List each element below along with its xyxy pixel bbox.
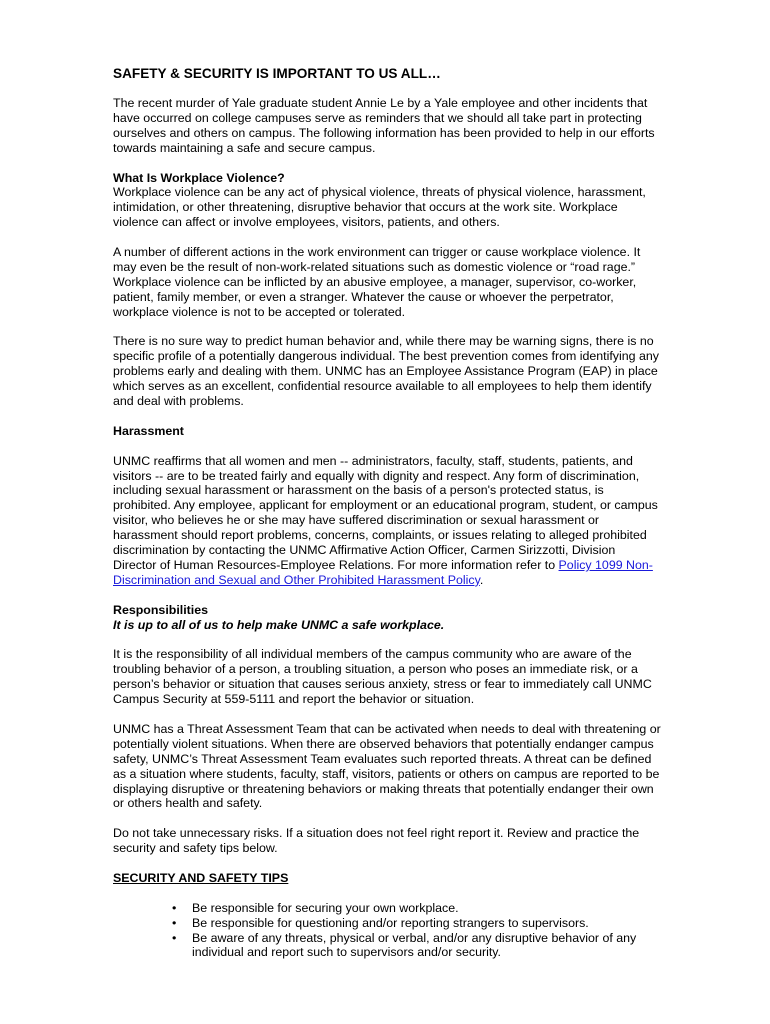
responsibilities-risks: Do not take unnecessary risks. If a situation does not feel right report it. Review and practice the security and safety tips below. (113, 826, 640, 856)
bullet-icon: • (172, 900, 177, 915)
bullet-icon: • (172, 930, 177, 945)
responsibilities-subheading: It is up to all of us to help make UNMC a safe workplace. (113, 617, 445, 632)
bullet-icon: • (172, 915, 177, 930)
responsibilities-call-security: It is the responsibility of all individual members of the campus community who are aware of the troubling behavior of a person, a troubling situation, a person who poses an immediate risk, or a person’s behavior or situation that causes serious anxiety, stress or fear to immediately call UNMC Campus Security at 559-5111 and report the behavior or situation. (113, 647, 652, 707)
responsibilities-heading: Responsibilities (113, 602, 209, 617)
workplace-violence-heading: What Is Workplace Violence? (113, 170, 285, 185)
list-item-text: Be responsible for questioning and/or reporting strangers to supervisors. (192, 915, 589, 930)
harassment-body: UNMC reaffirms that all women and men -- administrators, faculty, staff, students, patients, and visitors -- are to be treated fairly and equally with dignity and respect. Any form of discrimination, including sexual harassment or harassment on the basis of a person's protected status, is prohibited. Any employee, applicant for employment or an educational program, student, or campus visitor, who believes he or she may have suffered discrimination or sexual harassment or harassment should report problems, concerns, complaints, or issues relating to alleged prohibited discrimination by contacting the UNMC Affirmative Action Officer, Carmen Sirizzotti, Division Director of Human Resources-Employee Relations. For more information refer to (113, 453, 658, 573)
list-item-text: Be responsible for securing your own workplace. (192, 900, 459, 915)
list-item (172, 930, 661, 961)
safety-tips-heading: SECURITY AND SAFETY TIPS (113, 870, 289, 885)
policy-1099-link[interactable]: Policy 1099 Non-Discrimination and Sexual and Other Prohibited Harassment Policy (113, 558, 653, 587)
harassment-heading: Harassment (113, 423, 184, 438)
document-title: SAFETY & SECURITY IS IMPORTANT TO US ALL… (113, 66, 441, 81)
harassment-trailing: . (479, 572, 484, 587)
responsibilities-threat-team: UNMC has a Threat Assessment Team that can be activated when needs to deal with threatening or potentially violent situations. When there are observed behaviors that potentially endanger campus safety, UNMC’s Threat Assessment Team evaluates such reported threats. A threat can be defined as a situation where students, faculty, staff, visitors, patients or others on campus are reported to be displaying disruptive or threatening behaviors or making threats that potentially endanger their own or others health and safety. (113, 721, 661, 811)
workplace-violence-definition: Workplace violence can be any act of physical violence, threats of physical violence, harassment, intimidation, or other threatening, disruptive behavior that occurs at the work site. Workplace violence can affect or involve employees, visitors, patients, and others. (113, 185, 646, 230)
harassment-paragraph (113, 454, 661, 588)
document-page (113, 66, 661, 960)
workplace-violence-prevention: There is no sure way to predict human behavior and, while there may be warning signs, there is no specific profile of a potentially dangerous individual. The best prevention comes from identifying any problems early and dealing with them. UNMC has an Employee Assistance Program (EAP) in place which serves as an excellent, confidential resource available to all employees to help them identify and deal with problems. (113, 334, 659, 409)
workplace-violence-causes: A number of different actions in the work environment can trigger or cause workplace violence. It may even be the result of non-work-related situations such as domestic violence or “road rage.” Workplace violence can be inflicted by an abusive employee, a manager, supervisor, co-worker, patient, family member, or even a stranger. Whatever the cause or whoever the perpetrator, workplace violence is not to be accepted or tolerated. (113, 245, 641, 319)
safety-tips-list (113, 901, 661, 961)
list-item-text: Be aware of any threats, physical or verbal, and/or any disruptive behavior of any individual and report such to supervisors and/or security. (192, 930, 637, 960)
list-item (172, 900, 661, 916)
list-item (172, 915, 661, 931)
intro-paragraph: The recent murder of Yale graduate student Annie Le by a Yale employee and other incidents that have occurred on college campuses serve as reminders that we should all take part in protecting ourselves and others on campus. The following information has been provided to help in our efforts towards maintaining a safe and secure campus. (113, 96, 655, 155)
